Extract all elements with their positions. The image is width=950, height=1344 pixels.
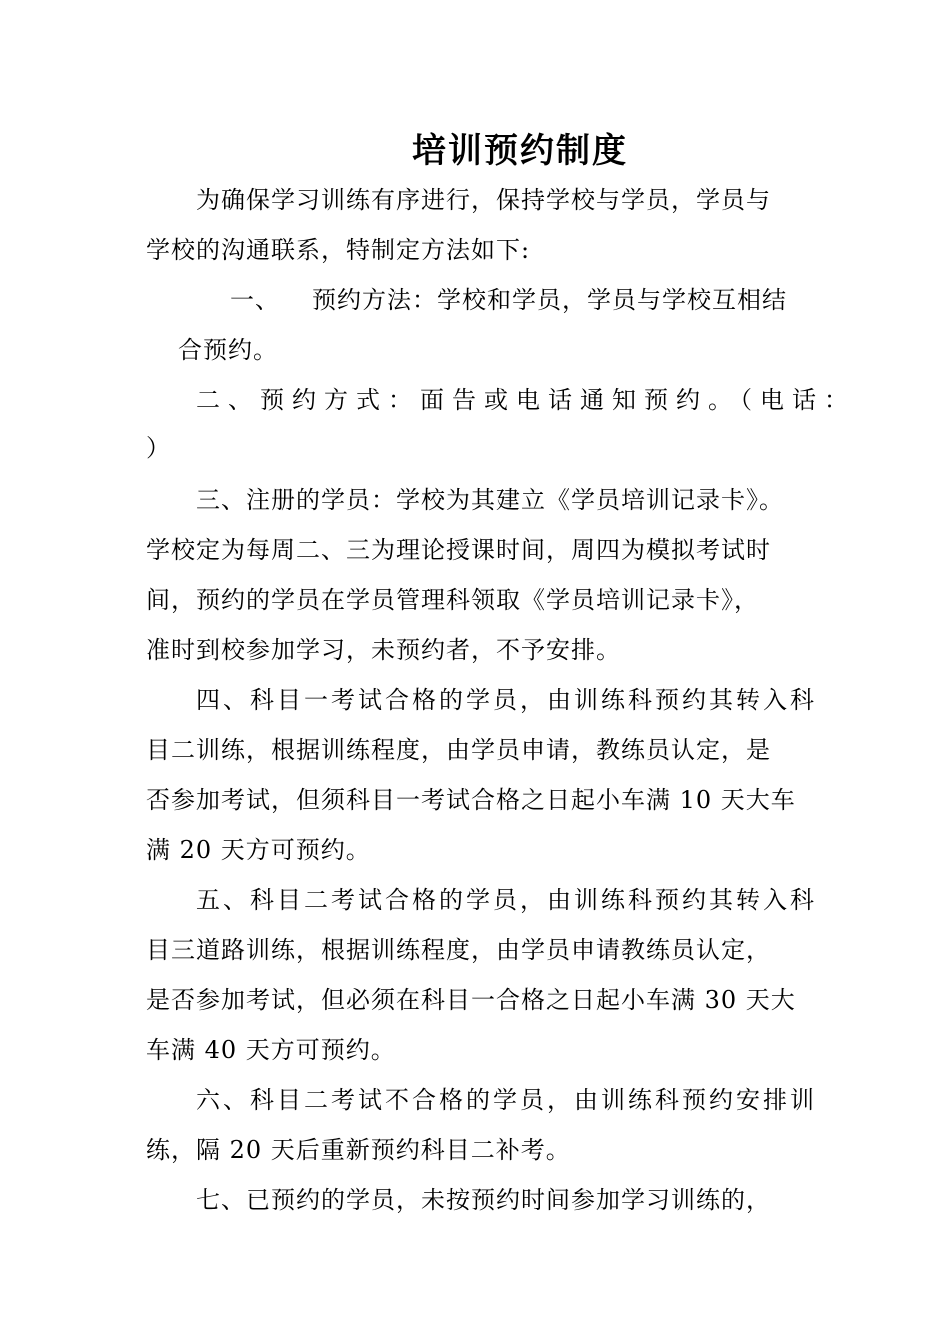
item7-line-1: 七、已预约的学员，未按预约时间参加学习训练的， — [196, 1186, 771, 1214]
item1-line-2: 合预约。 — [178, 336, 278, 364]
intro-line-2: 学校的沟通联系，特制定方法如下: — [146, 236, 531, 264]
item4-line-2: 目二训练，根据训练程度，由学员申请，教练员认定，是 — [146, 736, 771, 764]
item5-line-1: 五、科目二考试合格的学员，由训练科预约其转入科 — [196, 886, 817, 914]
intro-line-1: 为确保学习训练有序进行，保持学校与学员，学员与 — [196, 186, 771, 214]
item6-line-2: 练，隔 20 天后重新预约科目二补考。 — [146, 1136, 571, 1164]
title-area — [0, 0, 950, 200]
item3-line-1: 三、注册的学员：学校为其建立《学员培训记录卡》。 — [196, 486, 784, 514]
page-title: 培训预约制度 — [412, 131, 628, 171]
item4-line-3: 否参加考试，但须科目一考试合格之日起小车满 10 天大车 — [146, 786, 796, 814]
item3-line-4: 准时到校参加学习，未预约者，不予安排。 — [146, 636, 621, 664]
item6-line-1: 六、科目二考试不合格的学员，由训练科预约安排训 — [196, 1086, 817, 1114]
item1-number: 一、 — [230, 286, 280, 314]
item5-line-4: 车满 40 天方可预约。 — [146, 1036, 396, 1064]
item4-line-4: 满 20 天方可预约。 — [146, 836, 371, 864]
item2-line-1: 二、预约方式：面告或电话通知预约。（电话： — [196, 386, 856, 414]
item3-line-3: 间，预约的学员在学员管理科领取《学员培训记录卡》， — [146, 586, 759, 614]
item4-line-1: 四、科目一考试合格的学员，由训练科预约其转入科 — [196, 686, 817, 714]
item5-line-2: 目三道路训练，根据训练程度，由学员申请教练员认定， — [146, 936, 771, 964]
item3-line-2: 学校定为每周二、三为理论授课时间，周四为模拟考试时 — [146, 536, 771, 564]
item2-line-2: ） — [146, 434, 171, 462]
item1-line-1: 预约方法：学校和学员，学员与学校互相结 — [312, 286, 787, 314]
item5-line-3: 是否参加考试，但必须在科目一合格之日起小车满 30 天大 — [146, 986, 796, 1014]
